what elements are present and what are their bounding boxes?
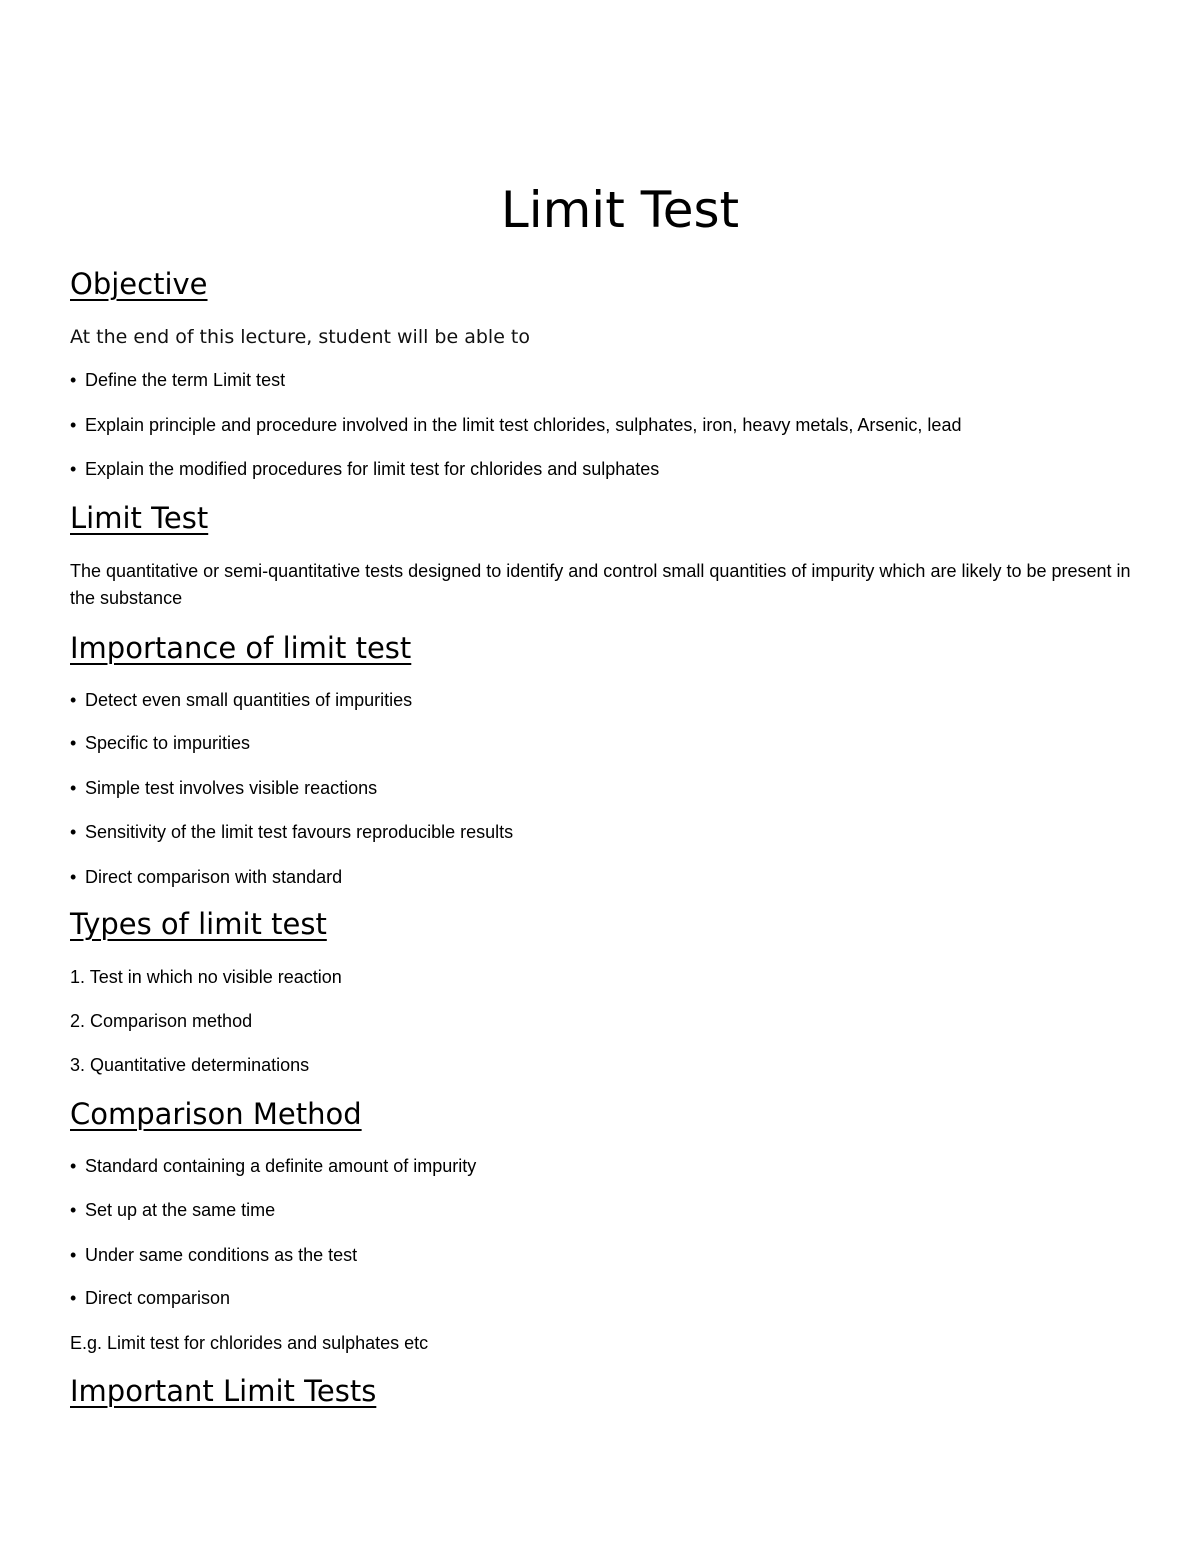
importance-item-text: Sensitivity of the limit test favours reproducible results bbox=[85, 822, 514, 842]
objective-intro: At the end of this lecture, student will be able to bbox=[70, 326, 530, 348]
importance-item bbox=[70, 820, 513, 844]
bullet-icon: • bbox=[70, 778, 77, 798]
objective-item bbox=[70, 457, 659, 481]
page-title: Limit Test bbox=[500, 181, 740, 239]
comparison-item-text: Direct comparison bbox=[85, 1288, 231, 1308]
types-item: 2. Comparison method bbox=[70, 1011, 253, 1031]
important-tests-heading: Important Limit Tests bbox=[70, 1374, 377, 1408]
types-heading: Types of limit test bbox=[70, 907, 327, 941]
comparison-item-text: Set up at the same time bbox=[85, 1200, 276, 1220]
limit-test-heading: Limit Test bbox=[70, 501, 209, 535]
importance-heading: Importance of limit test bbox=[70, 631, 412, 665]
comparison-item bbox=[70, 1243, 357, 1267]
importance-item-text: Specific to impurities bbox=[85, 733, 251, 753]
objective-item-text: Explain the modified procedures for limit test for chlorides and sulphates bbox=[85, 459, 660, 479]
objective-item bbox=[70, 413, 961, 437]
bullet-icon: • bbox=[70, 822, 77, 842]
bullet-icon: • bbox=[70, 1288, 77, 1308]
objective-heading: Objective bbox=[70, 267, 208, 301]
bullet-icon: • bbox=[70, 370, 77, 390]
comparison-item-text: Under same conditions as the test bbox=[85, 1245, 358, 1265]
comparison-heading: Comparison Method bbox=[70, 1097, 362, 1131]
bullet-icon: • bbox=[70, 733, 77, 753]
comparison-item bbox=[70, 1198, 275, 1222]
bullet-icon: • bbox=[70, 867, 77, 887]
importance-item bbox=[70, 776, 377, 800]
bullet-icon: • bbox=[70, 1200, 77, 1220]
bullet-icon: • bbox=[70, 459, 77, 479]
bullet-icon: • bbox=[70, 690, 77, 710]
importance-item bbox=[70, 688, 412, 712]
objective-item-text: Explain principle and procedure involved in the limit test chlorides, sulphates, iron, heavy metals, Arsenic, lead bbox=[85, 415, 962, 435]
bullet-icon: • bbox=[70, 1156, 77, 1176]
comparison-example: E.g. Limit test for chlorides and sulphates etc bbox=[70, 1333, 429, 1353]
objective-item bbox=[70, 368, 285, 392]
importance-item-text: Detect even small quantities of impurities bbox=[85, 690, 413, 710]
bullet-icon: • bbox=[70, 415, 77, 435]
importance-item bbox=[70, 865, 342, 889]
importance-item bbox=[70, 731, 250, 755]
limit-test-definition: The quantitative or semi-quantitative tests designed to identify and control small quantities of impurity which are likely to be present in the substance bbox=[70, 561, 1131, 608]
comparison-item bbox=[70, 1154, 476, 1178]
comparison-item-text: Standard containing a definite amount of impurity bbox=[85, 1156, 477, 1176]
objective-item-text: Define the term Limit test bbox=[85, 370, 286, 390]
importance-item-text: Simple test involves visible reactions bbox=[85, 778, 378, 798]
bullet-icon: • bbox=[70, 1245, 77, 1265]
types-item: 1. Test in which no visible reaction bbox=[70, 967, 342, 987]
importance-item-text: Direct comparison with standard bbox=[85, 867, 343, 887]
comparison-item bbox=[70, 1286, 230, 1310]
types-item: 3. Quantitative determinations bbox=[70, 1055, 310, 1075]
